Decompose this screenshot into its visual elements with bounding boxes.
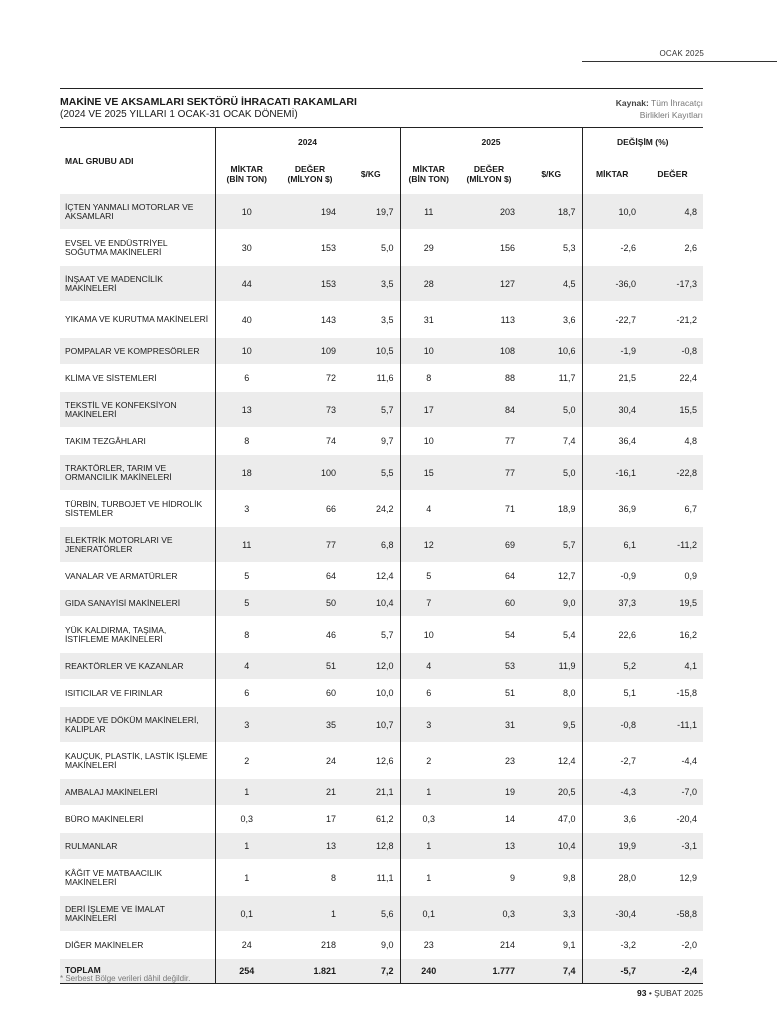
cell-d25: 203 — [457, 194, 521, 230]
row-label: YÜK KALDIRMA, TAŞIMA, İSTİFLEME MAKİNELERİ — [60, 617, 215, 653]
cell-m24: 5 — [215, 563, 278, 590]
cell-d25: 51 — [457, 680, 521, 707]
cell-k25: 11,9 — [521, 653, 582, 680]
cell-k24: 11,6 — [342, 365, 400, 392]
cell-d24: 153 — [278, 266, 342, 302]
cell-d25: 69 — [457, 527, 521, 563]
row-label: ELEKTRİK MOTORLARI VE JENERATÖRLER — [60, 527, 215, 563]
table-row — [60, 707, 703, 743]
cell-k25: 20,5 — [521, 779, 582, 806]
table-row — [60, 266, 703, 302]
table-row — [60, 491, 703, 527]
cell-cm: -1,9 — [582, 338, 642, 365]
page-number: 93 — [636, 988, 647, 998]
cell-d25: 71 — [457, 491, 521, 527]
cell-m25: 10 — [400, 428, 457, 455]
table-row — [60, 779, 703, 806]
cell-d24: 66 — [278, 491, 342, 527]
cell-m25: 7 — [400, 590, 457, 617]
cell-m25: 4 — [400, 653, 457, 680]
cell-cd: 2,6 — [642, 230, 703, 266]
cell-cm: 6,1 — [582, 527, 642, 563]
issue-label: OCAK 2025 — [659, 49, 704, 58]
cell-cd: -20,4 — [642, 806, 703, 833]
cell-cm: 5,2 — [582, 653, 642, 680]
cell-k24: 19,7 — [342, 194, 400, 230]
cell-cm: -0,8 — [582, 707, 642, 743]
cell-d24: 13 — [278, 833, 342, 860]
cell-cd: -21,2 — [642, 302, 703, 338]
table-row — [60, 194, 703, 230]
cell-k24: 3,5 — [342, 266, 400, 302]
cell-k25: 3,6 — [521, 302, 582, 338]
cell-d24: 17 — [278, 806, 342, 833]
cell-d25: 77 — [457, 455, 521, 491]
table-row — [60, 302, 703, 338]
cell-k25: 7,4 — [521, 428, 582, 455]
cell-k25: 11,7 — [521, 365, 582, 392]
page-subtitle: (2024 VE 2025 YILLARI 1 OCAK-31 OCAK DÖNEMİ) — [60, 109, 298, 120]
cell-cd: -17,3 — [642, 266, 703, 302]
cell-d25: 108 — [457, 338, 521, 365]
cell-cd: 4,1 — [642, 653, 703, 680]
total-cell-d25: 1.777 — [457, 959, 521, 984]
cell-m24: 6 — [215, 680, 278, 707]
cell-k24: 12,8 — [342, 833, 400, 860]
page-bullet: • — [648, 988, 652, 998]
cell-k24: 5,0 — [342, 230, 400, 266]
col-header-quantity-2025: MİKTAR (BİN TON) — [400, 155, 457, 194]
cell-d24: 194 — [278, 194, 342, 230]
cell-d25: 64 — [457, 563, 521, 590]
cell-m24: 1 — [215, 860, 278, 896]
row-label: VANALAR VE ARMATÜRLER — [60, 563, 215, 590]
cell-k24: 10,5 — [342, 338, 400, 365]
cell-k24: 5,7 — [342, 617, 400, 653]
table-body — [60, 194, 703, 984]
cell-d25: 0,3 — [457, 896, 521, 932]
total-cell-cd: -2,4 — [642, 959, 703, 984]
table-row — [60, 563, 703, 590]
cell-k24: 12,0 — [342, 653, 400, 680]
cell-k25: 12,7 — [521, 563, 582, 590]
cell-cd: 16,2 — [642, 617, 703, 653]
row-label: TÜRBİN, TURBOJET VE HİDROLİK SİSTEMLER — [60, 491, 215, 527]
cell-m24: 0,3 — [215, 806, 278, 833]
cell-cm: 37,3 — [582, 590, 642, 617]
cell-m25: 8 — [400, 365, 457, 392]
title-rule — [60, 88, 703, 89]
cell-k25: 5,4 — [521, 617, 582, 653]
total-label: TOPLAM — [60, 959, 215, 984]
cell-m24: 10 — [215, 338, 278, 365]
row-label: REAKTÖRLER VE KAZANLAR — [60, 653, 215, 680]
cell-m24: 24 — [215, 932, 278, 959]
cell-k25: 10,6 — [521, 338, 582, 365]
cell-cm: 19,9 — [582, 833, 642, 860]
total-cell-m24: 254 — [215, 959, 278, 984]
group-header-change: DEĞİŞİM (%) — [582, 128, 703, 156]
row-label: EVSEL VE ENDÜSTRİYEL SOĞUTMA MAKİNELERİ — [60, 230, 215, 266]
cell-cd: -58,8 — [642, 896, 703, 932]
cell-d24: 46 — [278, 617, 342, 653]
cell-cd: -22,8 — [642, 455, 703, 491]
table-row — [60, 392, 703, 428]
table-row — [60, 338, 703, 365]
cell-k24: 5,7 — [342, 392, 400, 428]
row-label: DİĞER MAKİNELER — [60, 932, 215, 959]
cell-k25: 12,4 — [521, 743, 582, 779]
cell-cm: -22,7 — [582, 302, 642, 338]
cell-m24: 3 — [215, 707, 278, 743]
col-header-change-quantity: MİKTAR — [582, 155, 642, 194]
row-label: YIKAMA VE KURUTMA MAKİNELERİ — [60, 302, 215, 338]
row-label: TEKSTİL VE KONFEKSİYON MAKİNELERİ — [60, 392, 215, 428]
cell-d24: 21 — [278, 779, 342, 806]
cell-m25: 10 — [400, 338, 457, 365]
cell-m24: 40 — [215, 302, 278, 338]
cell-k25: 9,0 — [521, 590, 582, 617]
cell-d25: 214 — [457, 932, 521, 959]
cell-cd: 15,5 — [642, 392, 703, 428]
col-header-perkg-2025: $/KG — [541, 169, 562, 179]
cell-cd: -0,8 — [642, 338, 703, 365]
cell-cm: 36,9 — [582, 491, 642, 527]
cell-k24: 24,2 — [342, 491, 400, 527]
cell-d25: 31 — [457, 707, 521, 743]
cell-cd: 4,8 — [642, 428, 703, 455]
cell-d24: 77 — [278, 527, 342, 563]
table-row — [60, 653, 703, 680]
cell-cm: -2,7 — [582, 743, 642, 779]
cell-m25: 11 — [400, 194, 457, 230]
cell-k25: 5,0 — [521, 392, 582, 428]
cell-m25: 0,1 — [400, 896, 457, 932]
row-label: İÇTEN YANMALI MOTORLAR VE AKSAMLARI — [60, 194, 215, 230]
cell-cd: -4,4 — [642, 743, 703, 779]
cell-k24: 11,1 — [342, 860, 400, 896]
group-header-2024: 2024 — [215, 128, 400, 156]
cell-m25: 1 — [400, 779, 457, 806]
source-text-1: Tüm İhracatçı — [651, 98, 703, 108]
row-label: TAKIM TEZGÂHLARI — [60, 428, 215, 455]
cell-cm: 3,6 — [582, 806, 642, 833]
cell-m25: 15 — [400, 455, 457, 491]
total-cell-m25: 240 — [400, 959, 457, 984]
table-row — [60, 590, 703, 617]
cell-d24: 1 — [278, 896, 342, 932]
cell-cd: 6,7 — [642, 491, 703, 527]
cell-m25: 28 — [400, 266, 457, 302]
table-row — [60, 743, 703, 779]
cell-cd: -15,8 — [642, 680, 703, 707]
row-label: HADDE VE DÖKÜM MAKİNELERİ, KALIPLAR — [60, 707, 215, 743]
row-label: RULMANLAR — [60, 833, 215, 860]
cell-cm: -0,9 — [582, 563, 642, 590]
cell-d25: 60 — [457, 590, 521, 617]
page-title: MAKİNE VE AKSAMLARI SEKTÖRÜ İHRACATI RAKAMLARI — [60, 96, 357, 108]
row-label: AMBALAJ MAKİNELERİ — [60, 779, 215, 806]
cell-d24: 72 — [278, 365, 342, 392]
cell-m24: 4 — [215, 653, 278, 680]
cell-m25: 6 — [400, 680, 457, 707]
cell-m25: 4 — [400, 491, 457, 527]
cell-d24: 64 — [278, 563, 342, 590]
cell-k25: 10,4 — [521, 833, 582, 860]
cell-k24: 10,7 — [342, 707, 400, 743]
cell-k24: 10,4 — [342, 590, 400, 617]
total-cell-d24: 1.821 — [278, 959, 342, 984]
cell-m25: 23 — [400, 932, 457, 959]
table-row — [60, 806, 703, 833]
cell-cm: -4,3 — [582, 779, 642, 806]
table-row — [60, 617, 703, 653]
cell-k25: 5,0 — [521, 455, 582, 491]
cell-d25: 156 — [457, 230, 521, 266]
cell-cm: 10,0 — [582, 194, 642, 230]
cell-d25: 84 — [457, 392, 521, 428]
cell-cm: 5,1 — [582, 680, 642, 707]
row-label: ISITICILAR VE FIRINLAR — [60, 680, 215, 707]
cell-m24: 2 — [215, 743, 278, 779]
cell-m24: 10 — [215, 194, 278, 230]
export-table — [60, 127, 703, 984]
cell-m25: 1 — [400, 833, 457, 860]
cell-cd: -2,0 — [642, 932, 703, 959]
cell-cm: -2,6 — [582, 230, 642, 266]
cell-d25: 53 — [457, 653, 521, 680]
cell-cd: -11,1 — [642, 707, 703, 743]
cell-d24: 153 — [278, 230, 342, 266]
row-label: KLİMA VE SİSTEMLERİ — [60, 365, 215, 392]
cell-m25: 17 — [400, 392, 457, 428]
cell-k25: 5,7 — [521, 527, 582, 563]
cell-m24: 8 — [215, 617, 278, 653]
total-cell-cm: -5,7 — [582, 959, 642, 984]
row-label: TRAKTÖRLER, TARIM VE ORMANCILIK MAKİNELERİ — [60, 455, 215, 491]
cell-m24: 30 — [215, 230, 278, 266]
cell-k25: 3,3 — [521, 896, 582, 932]
cell-d25: 13 — [457, 833, 521, 860]
cell-k25: 18,9 — [521, 491, 582, 527]
cell-m24: 5 — [215, 590, 278, 617]
cell-cm: -36,0 — [582, 266, 642, 302]
cell-d25: 54 — [457, 617, 521, 653]
cell-cd: -3,1 — [642, 833, 703, 860]
col-header-product: MAL GRUBU ADI — [60, 128, 215, 194]
table-row — [60, 932, 703, 959]
cell-m25: 0,3 — [400, 806, 457, 833]
cell-cd: 19,5 — [642, 590, 703, 617]
cell-d24: 35 — [278, 707, 342, 743]
cell-d25: 113 — [457, 302, 521, 338]
cell-m24: 1 — [215, 833, 278, 860]
source-label: Kaynak: — [615, 98, 649, 108]
cell-d24: 218 — [278, 932, 342, 959]
cell-cm: -16,1 — [582, 455, 642, 491]
cell-d25: 127 — [457, 266, 521, 302]
cell-d24: 73 — [278, 392, 342, 428]
table-row — [60, 365, 703, 392]
cell-d25: 19 — [457, 779, 521, 806]
table-row — [60, 680, 703, 707]
table-row — [60, 527, 703, 563]
cell-cd: 22,4 — [642, 365, 703, 392]
cell-d24: 109 — [278, 338, 342, 365]
table-row — [60, 860, 703, 896]
row-label: KÂĞIT VE MATBAACILIK MAKİNELERİ — [60, 860, 215, 896]
table-row — [60, 230, 703, 266]
cell-cm: -30,4 — [582, 896, 642, 932]
cell-k24: 5,5 — [342, 455, 400, 491]
cell-d24: 8 — [278, 860, 342, 896]
source-text-2: Birlikleri Kayıtları — [639, 110, 703, 120]
cell-m25: 12 — [400, 527, 457, 563]
cell-k25: 9,5 — [521, 707, 582, 743]
row-label: BÜRO MAKİNELERİ — [60, 806, 215, 833]
cell-k25: 18,7 — [521, 194, 582, 230]
cell-cm: -3,2 — [582, 932, 642, 959]
col-header-quantity-2024: MİKTAR (BİN TON) — [215, 155, 278, 194]
cell-cm: 21,5 — [582, 365, 642, 392]
cell-m25: 29 — [400, 230, 457, 266]
cell-m25: 10 — [400, 617, 457, 653]
cell-m24: 13 — [215, 392, 278, 428]
cell-k24: 12,6 — [342, 743, 400, 779]
cell-m25: 3 — [400, 707, 457, 743]
table-row — [60, 455, 703, 491]
cell-cm: 30,4 — [582, 392, 642, 428]
cell-m24: 3 — [215, 491, 278, 527]
cell-d24: 60 — [278, 680, 342, 707]
cell-cd: 4,8 — [642, 194, 703, 230]
cell-k24: 6,8 — [342, 527, 400, 563]
cell-k25: 5,3 — [521, 230, 582, 266]
cell-d25: 77 — [457, 428, 521, 455]
footnote: * Serbest Bölge verileri dâhil değildir. — [60, 974, 191, 983]
row-label: POMPALAR VE KOMPRESÖRLER — [60, 338, 215, 365]
cell-k25: 9,8 — [521, 860, 582, 896]
cell-d24: 50 — [278, 590, 342, 617]
cell-d25: 23 — [457, 743, 521, 779]
cell-m24: 11 — [215, 527, 278, 563]
cell-m24: 0,1 — [215, 896, 278, 932]
cell-m25: 31 — [400, 302, 457, 338]
cell-cm: 28,0 — [582, 860, 642, 896]
header-rule — [582, 61, 777, 62]
cell-k24: 9,7 — [342, 428, 400, 455]
cell-d25: 88 — [457, 365, 521, 392]
row-label: DERİ İŞLEME VE İMALAT MAKİNELERİ — [60, 896, 215, 932]
cell-cm: 22,6 — [582, 617, 642, 653]
page-date: ŞUBAT 2025 — [654, 988, 703, 998]
total-cell-k25: 7,4 — [521, 959, 582, 984]
cell-d24: 51 — [278, 653, 342, 680]
cell-m25: 1 — [400, 860, 457, 896]
cell-k24: 61,2 — [342, 806, 400, 833]
row-label: İNŞAAT VE MADENCİLİK MAKİNELERİ — [60, 266, 215, 302]
cell-m24: 8 — [215, 428, 278, 455]
cell-cd: 0,9 — [642, 563, 703, 590]
cell-cm: 36,4 — [582, 428, 642, 455]
cell-d25: 14 — [457, 806, 521, 833]
source-note — [616, 97, 703, 121]
table-row — [60, 428, 703, 455]
cell-m24: 44 — [215, 266, 278, 302]
cell-d24: 100 — [278, 455, 342, 491]
cell-m24: 1 — [215, 779, 278, 806]
row-label: GIDA SANAYİSİ MAKİNELERİ — [60, 590, 215, 617]
group-header-2025: 2025 — [400, 128, 582, 156]
cell-cd: -7,0 — [642, 779, 703, 806]
cell-k25: 9,1 — [521, 932, 582, 959]
cell-d24: 143 — [278, 302, 342, 338]
cell-m24: 6 — [215, 365, 278, 392]
col-header-change-value: DEĞER — [657, 169, 688, 179]
col-header-perkg-2024: $/KG — [360, 169, 381, 179]
total-cell-k24: 7,2 — [342, 959, 400, 984]
cell-m25: 5 — [400, 563, 457, 590]
page-footer — [637, 988, 703, 998]
cell-k24: 5,6 — [342, 896, 400, 932]
cell-m24: 18 — [215, 455, 278, 491]
row-label: KAUÇUK, PLASTİK, LASTİK İŞLEME MAKİNELERİ — [60, 743, 215, 779]
col-header-value-2024: DEĞER (MİLYON $) — [287, 164, 333, 184]
table-row — [60, 896, 703, 932]
cell-k24: 3,5 — [342, 302, 400, 338]
cell-m25: 2 — [400, 743, 457, 779]
table-row — [60, 833, 703, 860]
cell-k25: 47,0 — [521, 806, 582, 833]
cell-k24: 12,4 — [342, 563, 400, 590]
cell-k24: 10,0 — [342, 680, 400, 707]
cell-d24: 24 — [278, 743, 342, 779]
cell-k25: 8,0 — [521, 680, 582, 707]
cell-k25: 4,5 — [521, 266, 582, 302]
cell-k24: 9,0 — [342, 932, 400, 959]
cell-k24: 21,1 — [342, 779, 400, 806]
cell-d24: 74 — [278, 428, 342, 455]
cell-d25: 9 — [457, 860, 521, 896]
cell-cd: 12,9 — [642, 860, 703, 896]
col-header-value-2025: DEĞER (MİLYON $) — [466, 164, 512, 184]
cell-cd: -11,2 — [642, 527, 703, 563]
